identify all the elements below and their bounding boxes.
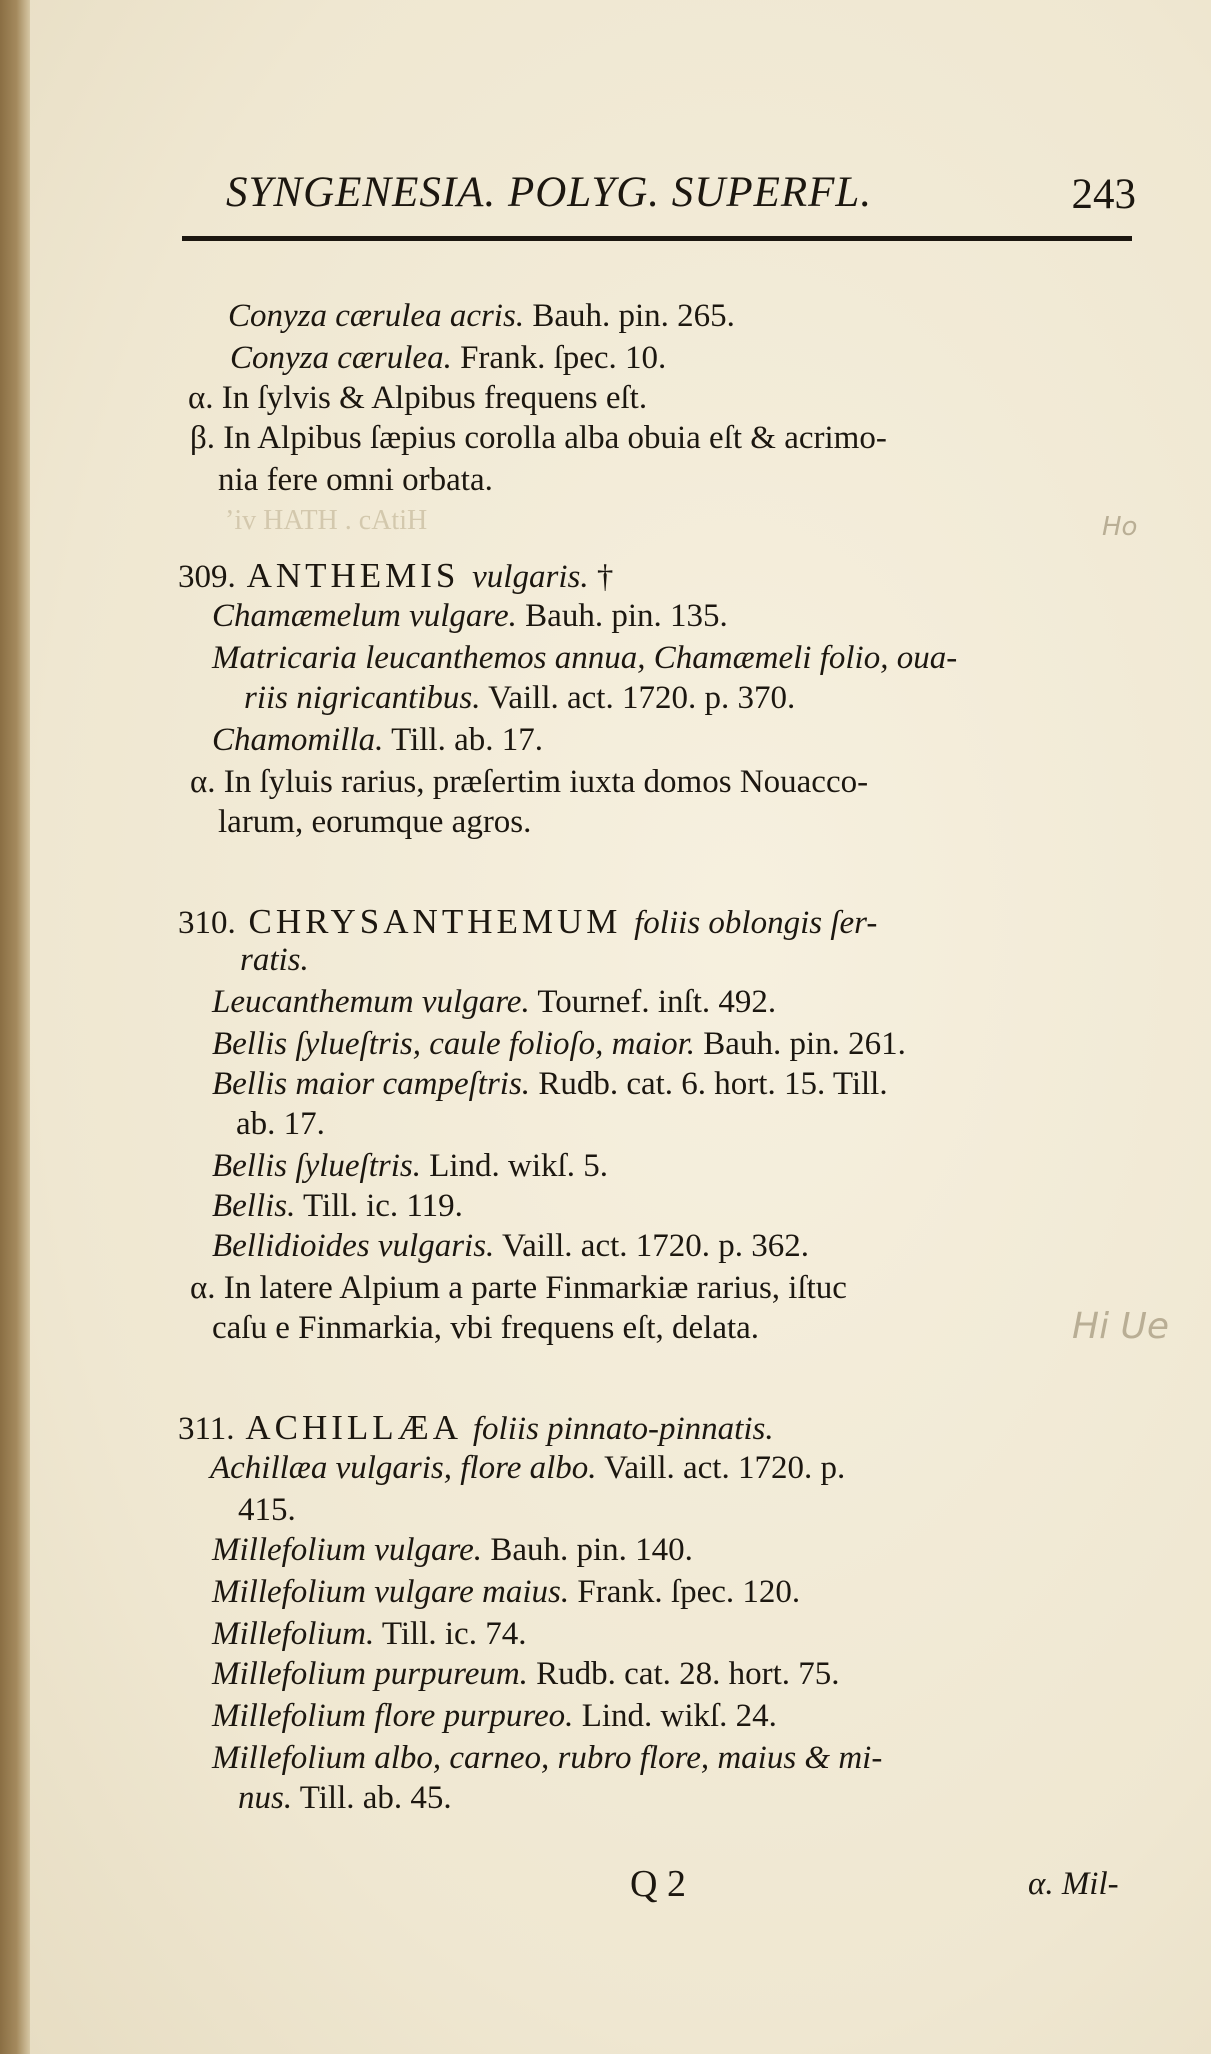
roman-text: Vaill. act. 1720. p. 370. xyxy=(480,680,796,716)
pencil-note: Hi Ue xyxy=(1072,1306,1170,1347)
roman-text: Vaill. act. 1720. p. 362. xyxy=(494,1228,810,1264)
roman-text: Lind. wikſ. 5. xyxy=(420,1148,608,1184)
genus-name: CHRYSANTHEMUM xyxy=(235,902,635,941)
italic-text: Chamæmelum vulgare. xyxy=(212,598,517,634)
italic-text: Millefolium purpureum. xyxy=(212,1656,528,1692)
entry-number: 309. xyxy=(178,559,236,595)
italic-text: Achillæa vulgaris, flore albo. xyxy=(210,1450,597,1486)
italic-text: Millefolium vulgare. xyxy=(212,1532,483,1568)
text-line xyxy=(188,378,647,418)
roman-text: Vaill. act. 1720. p. xyxy=(596,1450,846,1486)
italic-text: riis nigricantibus. xyxy=(244,680,481,716)
italic-text: Bellidioides vulgaris. xyxy=(212,1228,495,1264)
text-line xyxy=(212,1738,882,1778)
text-line xyxy=(218,802,531,842)
text-line xyxy=(212,1614,526,1654)
text-line xyxy=(212,1696,777,1736)
italic-text: Bellis ſylueſtris. xyxy=(212,1148,421,1184)
genus-name: ANTHEMIS xyxy=(235,556,473,595)
page-number: 243 xyxy=(1071,171,1136,218)
roman-text: Rudb. cat. 6. hort. 15. Till. xyxy=(530,1066,888,1102)
italic-text: Matricaria leucanthemos annua, Chamæmeli folio, oua- xyxy=(212,640,958,676)
text-line xyxy=(212,720,543,760)
italic-text: Leucanthemum vulgare. xyxy=(212,984,530,1020)
text-line xyxy=(212,1530,693,1570)
roman-text: β. In Alpibus ſæpius corolla alba obuia eſt & acrimo- xyxy=(190,420,887,456)
italic-text: Millefolium. xyxy=(212,1616,375,1652)
text-line xyxy=(178,556,613,597)
text-line xyxy=(236,1104,325,1144)
catchword: α. Mil- xyxy=(1028,1866,1119,1902)
roman-text: α. In ſylvis & Alpibus frequens eſt. xyxy=(188,380,648,416)
text-line xyxy=(190,1268,847,1308)
text-line xyxy=(238,1490,296,1530)
roman-text: Frank. ſpec. 10. xyxy=(451,340,667,376)
text-line xyxy=(178,1408,774,1449)
italic-text: Millefolium vulgare maius. xyxy=(212,1574,570,1610)
roman-text: α. In latere Alpium a parte Finmarkiæ rarius, iſtuc xyxy=(190,1270,847,1306)
italic-text: foliis oblongis ſer- xyxy=(634,905,878,941)
italic-text: Bellis ſylueſtris, caule folioſo, maior. xyxy=(212,1026,696,1062)
text-line xyxy=(238,1778,452,1818)
roman-text: Rudb. cat. 28. hort. 75. xyxy=(527,1656,840,1692)
roman-text: Till. ab. 45. xyxy=(292,1780,452,1816)
roman-text: Frank. ſpec. 120. xyxy=(569,1574,801,1610)
header-rule xyxy=(182,236,1132,241)
text-line xyxy=(212,1186,463,1226)
italic-text: Bellis maior campeſtris. xyxy=(212,1066,531,1102)
italic-text: Millefolium albo, carneo, rubro flore, maius & mi- xyxy=(212,1740,883,1776)
text-line xyxy=(244,678,795,718)
roman-text: caſu e Finmarkia, vbi frequens eſt, delata. xyxy=(212,1310,760,1346)
italic-text: Millefolium flore purpureo. xyxy=(212,1698,574,1734)
roman-text: α. In ſyluis rarius, præſertim iuxta domos Nouacco- xyxy=(190,764,869,800)
text-line xyxy=(212,1654,840,1694)
italic-text: Bellis. xyxy=(212,1188,296,1224)
text-line xyxy=(190,418,887,458)
bleed-through-text: ʼiv HATH . cAtiH xyxy=(225,505,428,536)
italic-text: Conyza cærulea acris. xyxy=(228,298,525,334)
text-line xyxy=(212,1572,800,1612)
italic-text: Chamomilla. xyxy=(212,722,384,758)
text-line xyxy=(212,1024,906,1064)
roman-text: Till. ab. 17. xyxy=(383,722,543,758)
roman-text: nia fere omni orbata. xyxy=(218,462,493,498)
text-line xyxy=(210,1448,845,1488)
roman-text: Bauh. pin. 140. xyxy=(482,1532,693,1568)
genus-name: ACHILLÆA xyxy=(234,1408,473,1447)
text-line xyxy=(212,638,957,678)
italic-text: vulgaris. xyxy=(472,559,589,595)
text-line xyxy=(228,296,735,336)
roman-text: Bauh. pin. 135. xyxy=(516,598,728,634)
text-line xyxy=(212,1226,809,1266)
text-line xyxy=(190,762,868,802)
entry-number: 310. xyxy=(178,905,236,941)
text-line xyxy=(218,460,493,500)
entry-number: 311. xyxy=(178,1411,235,1447)
roman-text: Lind. wikſ. 24. xyxy=(573,1698,777,1734)
roman-text: Tournef. inſt. 492. xyxy=(529,984,777,1020)
roman-text: Till. ic. 74. xyxy=(374,1616,527,1652)
text-line xyxy=(212,596,728,636)
roman-text: Bauh. pin. 261. xyxy=(695,1026,906,1062)
running-title: SYNGENESIA. POLYG. SUPERFL. xyxy=(226,169,873,216)
text-line xyxy=(212,1146,608,1186)
text-line xyxy=(212,1308,759,1348)
roman-text: † xyxy=(588,559,614,595)
roman-text: 415. xyxy=(238,1492,296,1528)
roman-text: ab. 17. xyxy=(236,1106,325,1142)
roman-text: larum, eorumque agros. xyxy=(218,804,532,840)
running-header xyxy=(226,168,1136,228)
pencil-note-top: Ho xyxy=(1102,512,1138,542)
text-line xyxy=(212,982,776,1022)
text-line xyxy=(240,940,309,980)
italic-text: nus. xyxy=(238,1780,293,1816)
book-spine xyxy=(0,0,30,2054)
italic-text: Conyza cærulea. xyxy=(230,340,452,376)
roman-text: Bauh. pin. 265. xyxy=(524,298,735,334)
text-line xyxy=(178,902,877,943)
text-line xyxy=(212,1064,888,1104)
text-line xyxy=(230,338,666,378)
italic-text: ratis. xyxy=(240,942,309,978)
roman-text: Till. ic. 119. xyxy=(295,1188,463,1224)
signature-mark: Q 2 xyxy=(630,1863,686,1905)
italic-text: foliis pinnato-pinnatis. xyxy=(472,1411,774,1447)
